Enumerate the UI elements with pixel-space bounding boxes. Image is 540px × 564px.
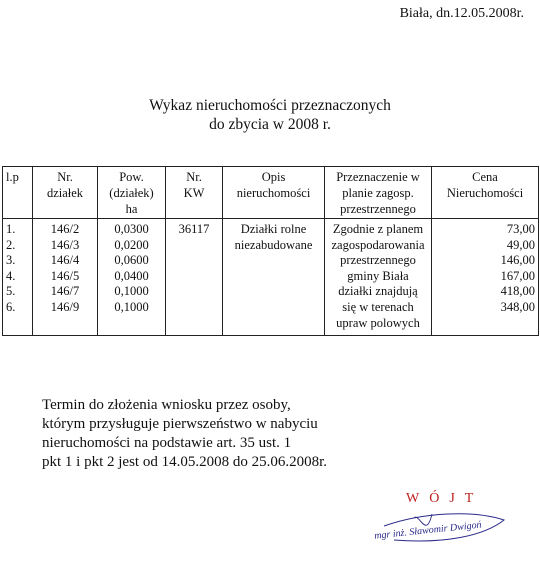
cell-przeznaczenie: gminy Biała <box>325 269 432 285</box>
cell-lp: 6. <box>3 300 33 316</box>
header-lp: l.p <box>3 167 33 219</box>
header-nr-kw: Nr. KW <box>166 167 223 219</box>
cell-przeznaczenie: Zgodnie z planem <box>325 219 432 238</box>
cell-lp: 2. <box>3 238 33 254</box>
cell-opis <box>223 284 325 300</box>
cell-cena: 418,00 <box>432 284 539 300</box>
document-title <box>0 96 540 134</box>
cell-kw: 36117 <box>166 219 223 238</box>
cell-lp: 1. <box>3 219 33 238</box>
property-table <box>2 166 539 336</box>
cell-pow: 0,0300 <box>98 219 166 238</box>
cell-nr: 146/3 <box>33 238 98 254</box>
cell-nr: 146/7 <box>33 284 98 300</box>
table-row <box>3 219 539 238</box>
cell-przeznaczenie: upraw polowych <box>325 316 432 336</box>
header-opis: Opis nieruchomości <box>223 167 325 219</box>
cell-lp <box>3 316 33 336</box>
cell-kw <box>166 300 223 316</box>
cell-cena: 167,00 <box>432 269 539 285</box>
document-date: Biała, dn.12.05.2008r. <box>399 6 524 21</box>
cell-pow: 0,0400 <box>98 269 166 285</box>
cell-cena <box>432 316 539 336</box>
cell-opis: Działki rolne <box>223 219 325 238</box>
header-powierzchnia: Pow. (działek) ha <box>98 167 166 219</box>
cell-kw <box>166 316 223 336</box>
cell-opis <box>223 269 325 285</box>
notice-line-2: którym przysługuje pierwszeństwo w nabyciu <box>42 416 318 432</box>
cell-przeznaczenie: zagospodarowania <box>325 238 432 254</box>
table-row <box>3 238 539 254</box>
title-line-2: do zbycia w 2008 r. <box>209 116 331 133</box>
cell-cena: 73,00 <box>432 219 539 238</box>
table-row <box>3 300 539 316</box>
cell-przeznaczenie: się w terenach <box>325 300 432 316</box>
cell-cena: 348,00 <box>432 300 539 316</box>
cell-kw <box>166 253 223 269</box>
header-cena: Cena Nieruchomości <box>432 167 539 219</box>
table-row <box>3 253 539 269</box>
cell-opis <box>223 253 325 269</box>
cell-kw <box>166 284 223 300</box>
cell-kw <box>166 269 223 285</box>
stamp-name-text: mgr inż. Sławomir Dwigoń <box>373 519 483 542</box>
cell-nr: 146/5 <box>33 269 98 285</box>
notice-line-1: Termin do złożenia wniosku przez osoby, <box>42 397 291 413</box>
cell-lp: 3. <box>3 253 33 269</box>
cell-pow: 0,1000 <box>98 284 166 300</box>
cell-opis <box>223 300 325 316</box>
table-header-row <box>3 167 539 219</box>
cell-nr: 146/9 <box>33 300 98 316</box>
cell-cena: 49,00 <box>432 238 539 254</box>
cell-opis <box>223 316 325 336</box>
cell-pow <box>98 316 166 336</box>
header-nr-dzialek: Nr. działek <box>33 167 98 219</box>
notice-paragraph <box>42 396 327 472</box>
cell-pow: 0,1000 <box>98 300 166 316</box>
cell-lp: 5. <box>3 284 33 300</box>
cell-nr: 146/4 <box>33 253 98 269</box>
cell-opis: niezabudowane <box>223 238 325 254</box>
cell-pow: 0,0600 <box>98 253 166 269</box>
notice-line-3: nieruchomości na podstawie art. 35 ust. 1 <box>42 435 292 451</box>
cell-przeznaczenie: działki znajdują <box>325 284 432 300</box>
cell-nr <box>33 316 98 336</box>
cell-kw <box>166 238 223 254</box>
cell-przeznaczenie: przestrzennego <box>325 253 432 269</box>
cell-pow: 0,0200 <box>98 238 166 254</box>
title-line-1: Wykaz nieruchomości przeznaczonych <box>149 97 391 114</box>
wojt-stamp-title: WÓJT <box>406 491 484 506</box>
cell-lp: 4. <box>3 269 33 285</box>
cell-nr: 146/2 <box>33 219 98 238</box>
table-row <box>3 316 539 336</box>
table-row <box>3 269 539 285</box>
cell-cena: 146,00 <box>432 253 539 269</box>
header-przeznaczenie: Przeznaczenie w planie zagosp. przestrzennego <box>325 167 432 219</box>
notice-line-4: pkt 1 i pkt 2 jest od 14.05.2008 do 25.06.2008r. <box>42 454 327 470</box>
signature-stamp <box>364 510 514 550</box>
table-row <box>3 284 539 300</box>
